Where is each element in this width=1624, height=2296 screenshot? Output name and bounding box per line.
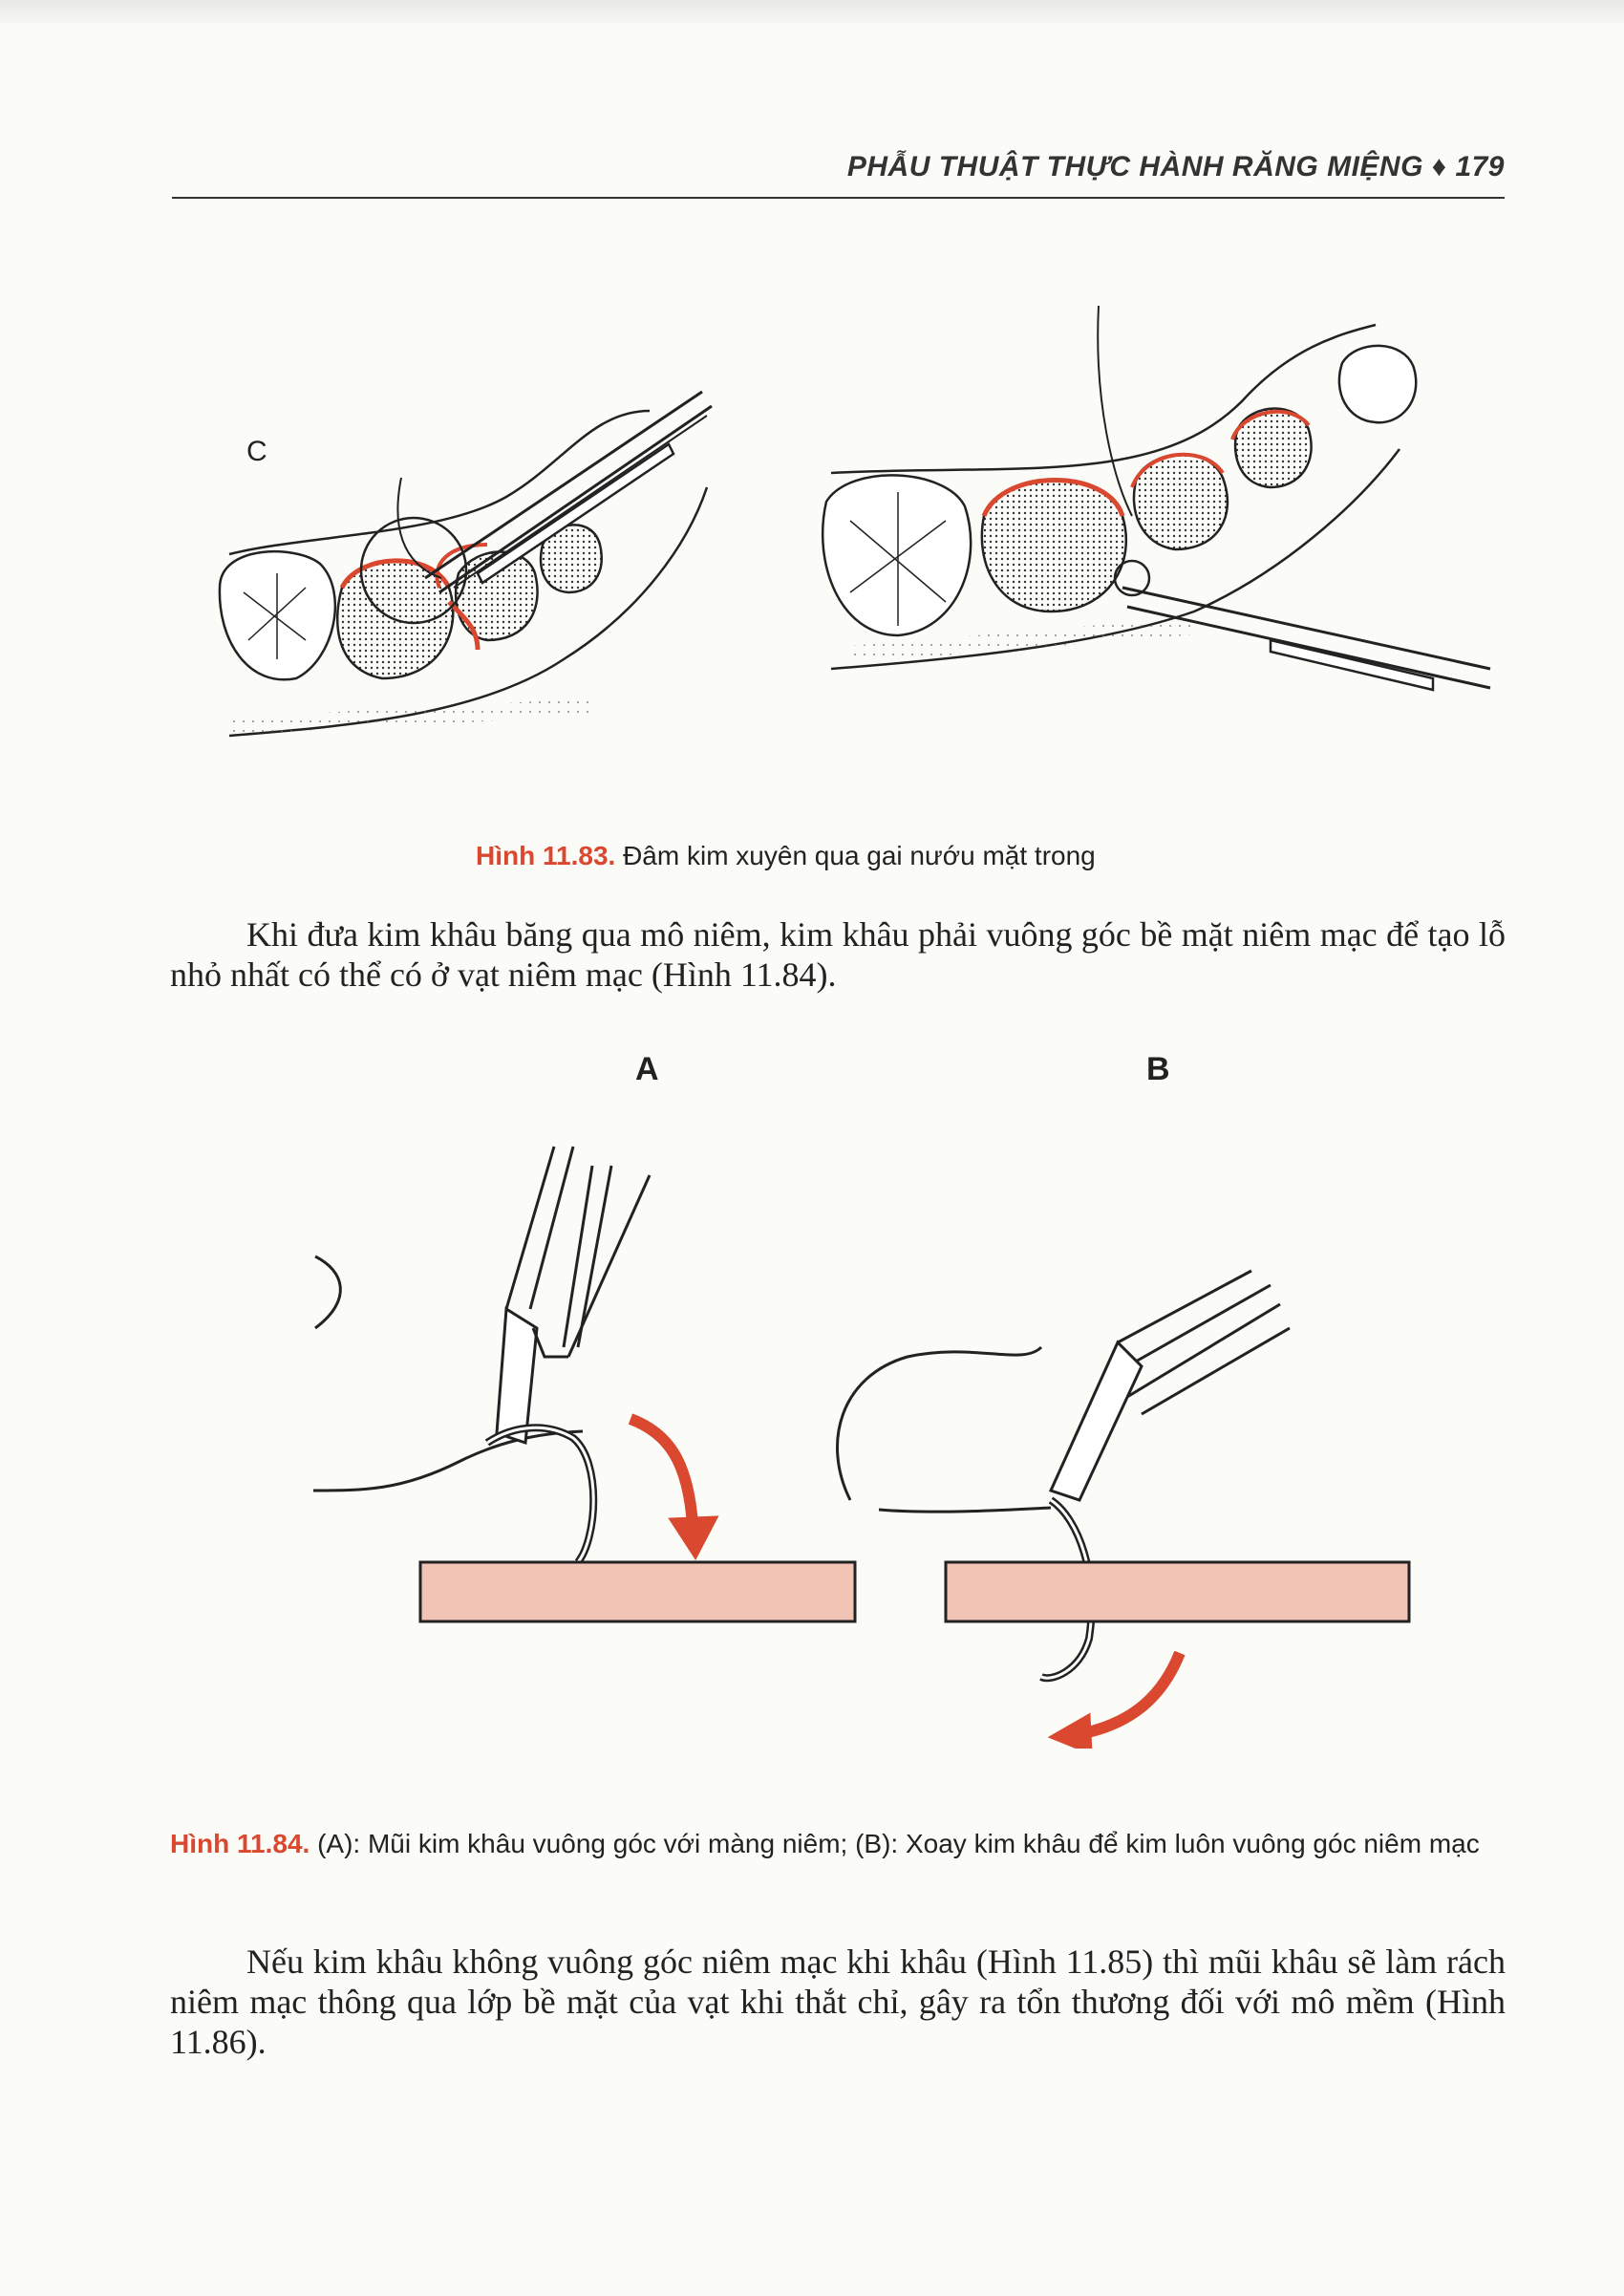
paragraph-1: Khi đưa kim khâu băng qua mô niêm, kim khâu phải vuông góc bề mặt niêm mạc để tạo lỗ nhỏ nhất có thể có ở vạt niêm mạc (Hình 11.84). — [170, 915, 1506, 994]
figure-11-84-caption — [170, 1828, 1506, 1860]
header-rule — [172, 197, 1505, 199]
paragraph-2: Nếu kim khâu không vuông góc niêm mạc khi khâu (Hình 11.85) thì mũi khâu sẽ làm rách niêm mạc thông qua lớp bề mặt của vạt khi thắt chỉ, gây ra tổn thương đối với mô mềm (Hình 11.86). — [170, 1942, 1506, 2061]
figure-11-84-caption-text: (A): Mũi kim khâu vuông góc với màng niêm; (B): Xoay kim khâu để kim luôn vuông góc niêm mạc — [317, 1829, 1480, 1858]
panel-a-drawing — [313, 1147, 855, 1621]
label-a: A — [635, 1051, 659, 1087]
panel-b-drawing — [838, 1271, 1410, 1749]
figure-11-83-number: Hình 11.83. — [476, 841, 616, 870]
panel-c-label: C — [246, 436, 267, 467]
label-b: B — [1146, 1051, 1170, 1087]
figure-11-83-caption-text: Đâm kim xuyên qua gai nướu mặt trong — [623, 841, 1096, 870]
figure-11-83-caption — [476, 841, 1336, 871]
figure-11-84-illustration — [287, 1041, 1433, 1749]
running-header — [172, 151, 1505, 199]
figure-11-83 — [191, 258, 1509, 755]
right-jaw-drawing — [823, 306, 1490, 690]
figure-11-84-number: Hình 11.84. — [170, 1829, 310, 1858]
left-jaw-drawing — [220, 392, 712, 736]
header-text — [847, 151, 1505, 183]
page-number: 179 — [1455, 151, 1505, 182]
header-title: PHẪU THUẬT THỰC HÀNH RĂNG MIỆNG — [846, 151, 1423, 182]
header-separator: ♦ — [1431, 151, 1447, 182]
figure-11-83-illustration — [191, 258, 1509, 755]
scan-top-edge — [0, 0, 1624, 23]
figure-11-84 — [287, 1041, 1433, 1749]
